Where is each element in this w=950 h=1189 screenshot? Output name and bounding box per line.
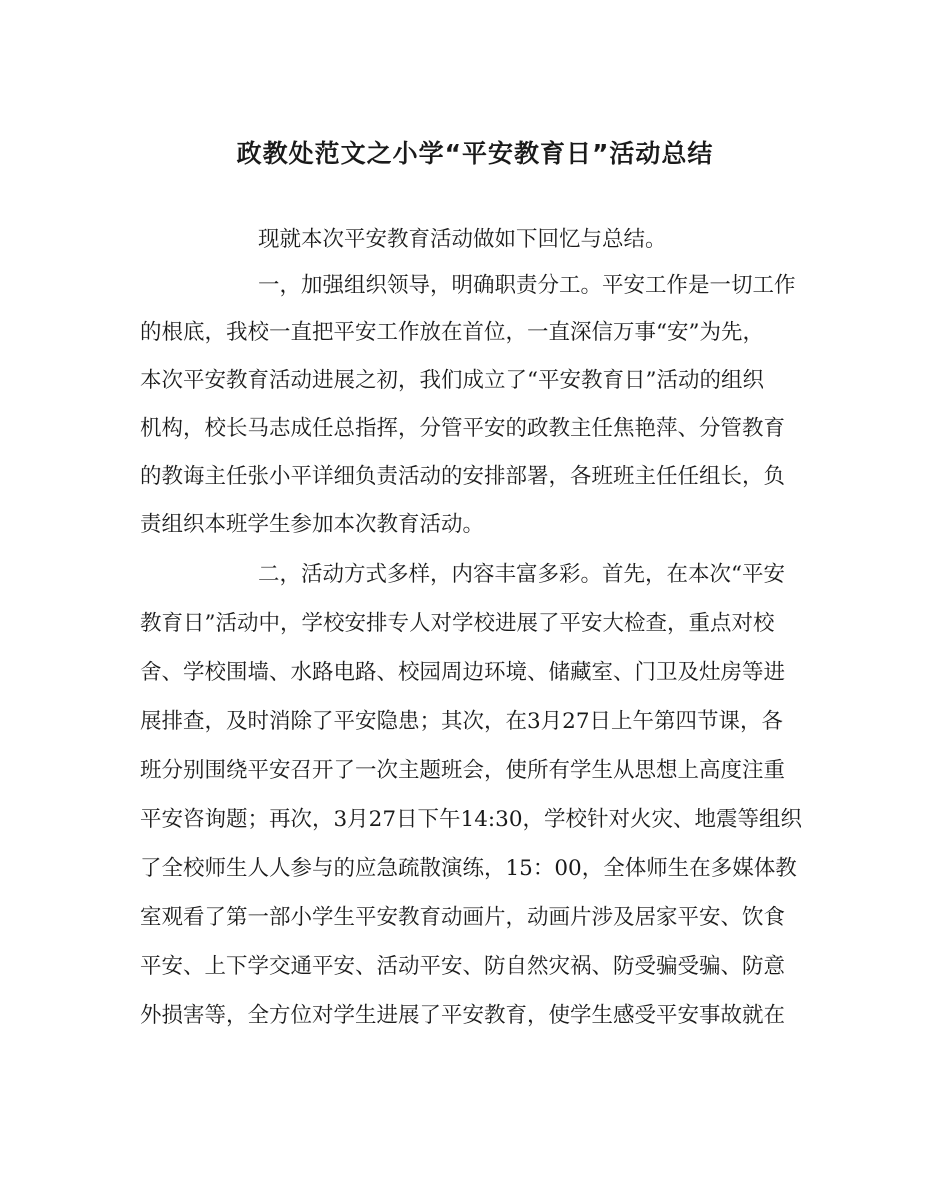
paragraph-2-line: 室观看了第一部小学生平安教育动画片，动画片涉及居家平安、饮食 [140,905,786,930]
paragraph-2-line: 教育日”活动中，学校安排专人对学校进展了平安大检查，重点对校 [140,611,775,636]
paragraph-1-line: 本次平安教育活动进展之初，我们成立了“平安教育日”活动的组织 [140,368,764,393]
paragraph-2-line: 班分别围绕平安召开了一次主题班会，使所有学生从思想上高度注重 [140,758,786,783]
paragraph-2-line: 展排查，及时消除了平安隐患；其次，在3月27日上午第四节课，各 [140,709,784,734]
document-title: 政教处范文之小学“平安教育日”活动总结 [236,139,714,168]
paragraph-1-line: 机构，校长马志成任总指挥，分管平安的政教主任焦艳萍、分管教育 [140,416,786,441]
paragraph-intro-line: 现就本次平安教育活动做如下回忆与总结。 [258,227,667,252]
paragraph-2-line: 二，活动方式多样，内容丰富多彩。首先，在本次“平安 [258,562,785,587]
paragraph-1-line: 的教诲主任张小平详细负责活动的安排部署，各班班主任任组长，负 [140,464,786,489]
paragraph-2-line: 舍、学校围墙、水路电路、校园周边环境、储藏室、门卫及灶房等进 [140,660,786,685]
paragraph-1-line: 一，加强组织领导，明确职责分工。平安工作是一切工作 [258,273,796,298]
paragraph-2-line: 了全校师生人人参与的应急疏散演练，15：00，全体师生在多媒体教 [140,856,797,881]
paragraph-2-line: 平安、上下学交通平安、活动平安、防自然灾祸、防受骗受骗、防意 [140,954,786,979]
paragraph-2-line: 外损害等，全方位对学生进展了平安教育，使学生感受平安事故就在 [140,1003,786,1028]
paragraph-2-line: 平安咨询题；再次，3月27日下午14:30，学校针对火灾、地震等组织 [140,807,802,832]
paragraph-1-line: 责组织本班学生参加本次教育活动。 [140,512,485,537]
paragraph-1-line: 的根底，我校一直把平安工作放在首位，一直深信万事“安”为先， [140,320,764,345]
